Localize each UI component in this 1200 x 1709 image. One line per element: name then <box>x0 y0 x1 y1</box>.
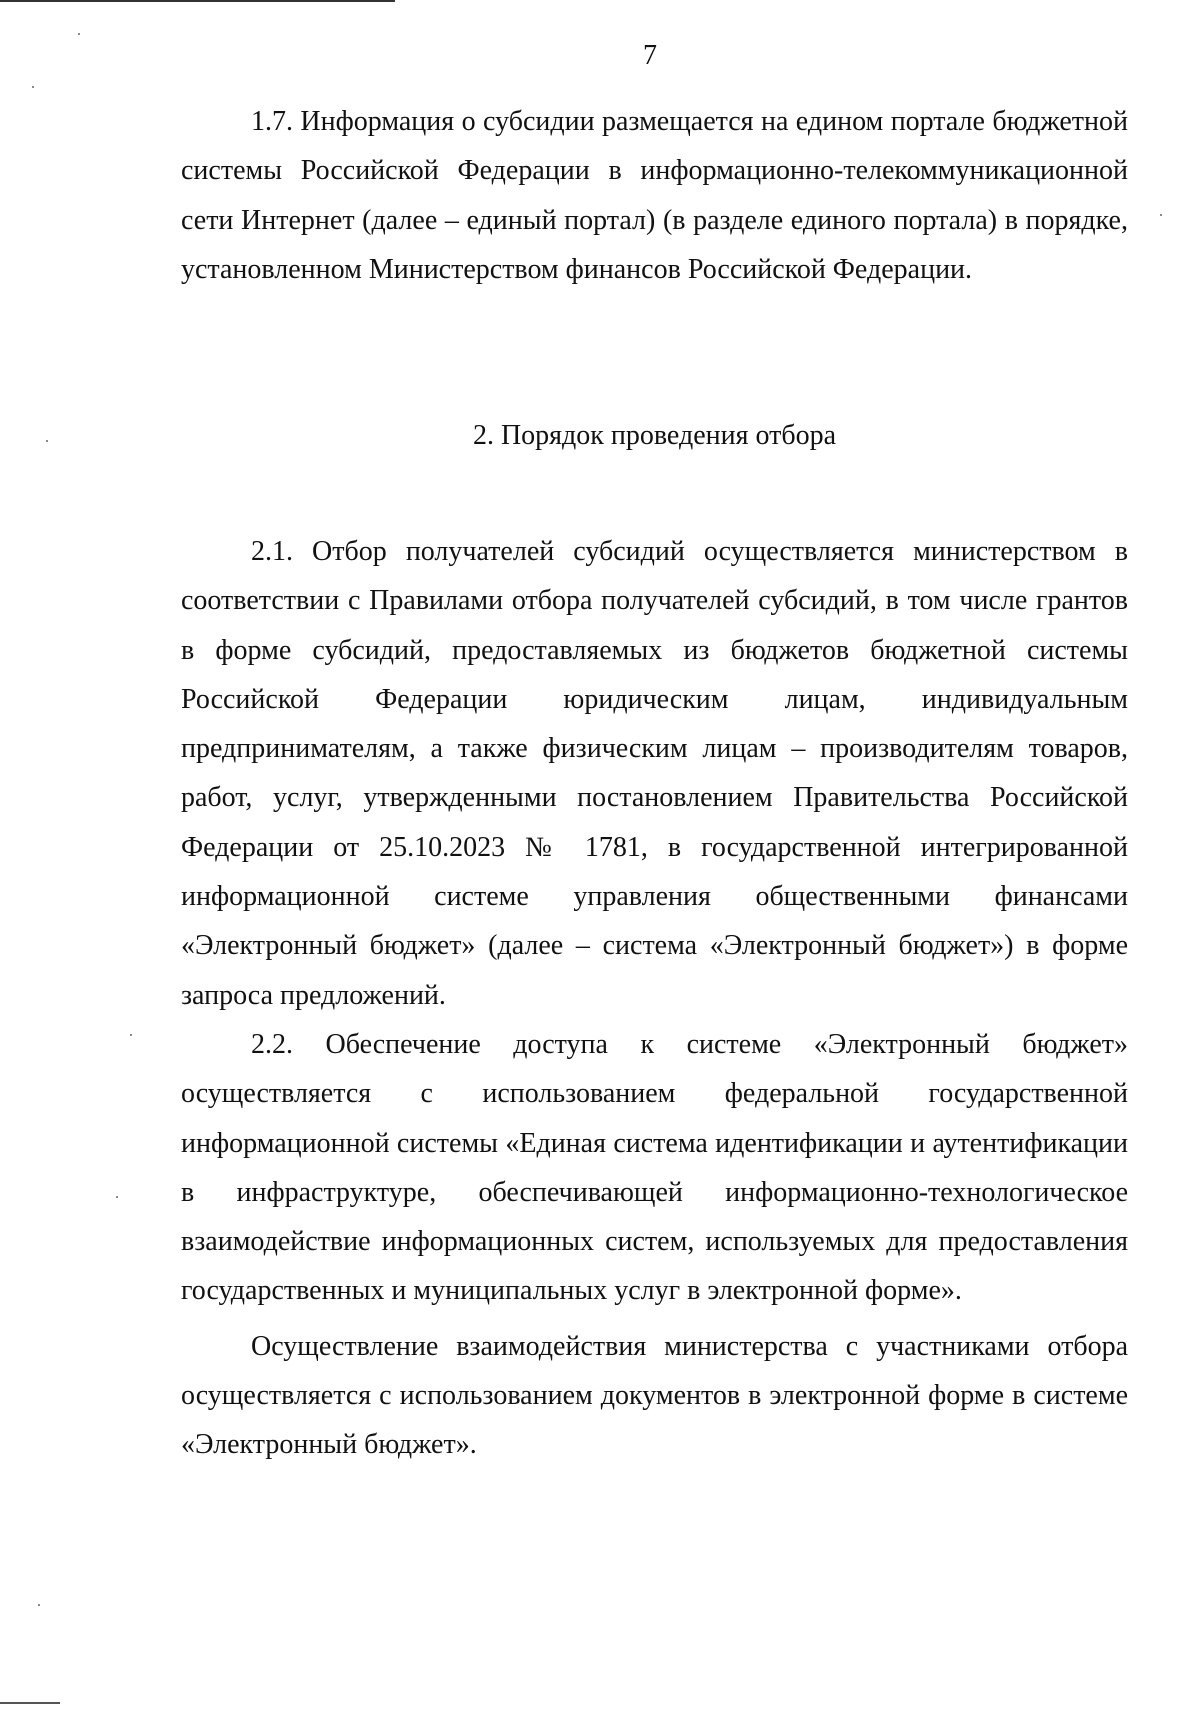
scan-speck <box>116 1196 118 1198</box>
scan-speck <box>1160 214 1162 216</box>
paragraph-1-7: 1.7. Информация о субсидии размещается на едином портале бюджетной системы Российской Федерации в информационно-телекоммуникационной сети Интернет (далее – единый портал) (в разделе единого портала) в порядке, установленном Министерством финансов Российской Федерации. <box>181 106 1128 285</box>
section-1-7 <box>181 97 1128 294</box>
scan-speck <box>46 440 48 442</box>
scan-speck <box>130 1034 132 1036</box>
scan-artifact-bottom-line <box>0 1702 60 1704</box>
section-heading: 2. Порядок проведения отбора <box>472 420 837 451</box>
scan-artifact-top-line <box>0 0 395 2</box>
scan-speck <box>32 86 34 88</box>
paragraph-2-1: 2.1. Отбор получателей субсидий осуществляется министерством в соответствии с Правилами отбора получателей субсидий, в том числе грантов в форме субсидий, предоставляемых из бюджетов бюджетной системы Российской Федерации юридическим лицам, индивидуальным предпринимателям, а также физическим лицам – производителям товаров, работ, услуг, утвержденными постановлением Правительства Российской Федерации от 25.10.2023 № 1781, в государственной интегрированной информационной системе управления общественными финансами «Электронный бюджет» (далее – система «Электронный бюджет») в форме запроса предложений. <box>181 536 1128 1011</box>
scan-speck <box>38 1604 40 1606</box>
section-2-body <box>181 527 1128 1470</box>
page-number: 7 <box>643 40 657 71</box>
paragraph-2-2: 2.2. Обеспечение доступа к системе «Электронный бюджет» осуществляется с использованием федеральной государственной информационной системы «Единая система идентификации и аутентификации в инфраструктуре, обеспечивающей информационно-технологическое взаимодействие информационных систем, используемых для предоставления государственных и муниципальных услуг в электронной форме». <box>181 1028 1128 1307</box>
paragraph-2-2-continuation: Осуществление взаимодействия министерства с участниками отбора осуществляется с использованием документов в электронной форме в системе «Электронный бюджет». <box>181 1330 1128 1461</box>
scan-speck <box>78 33 80 35</box>
